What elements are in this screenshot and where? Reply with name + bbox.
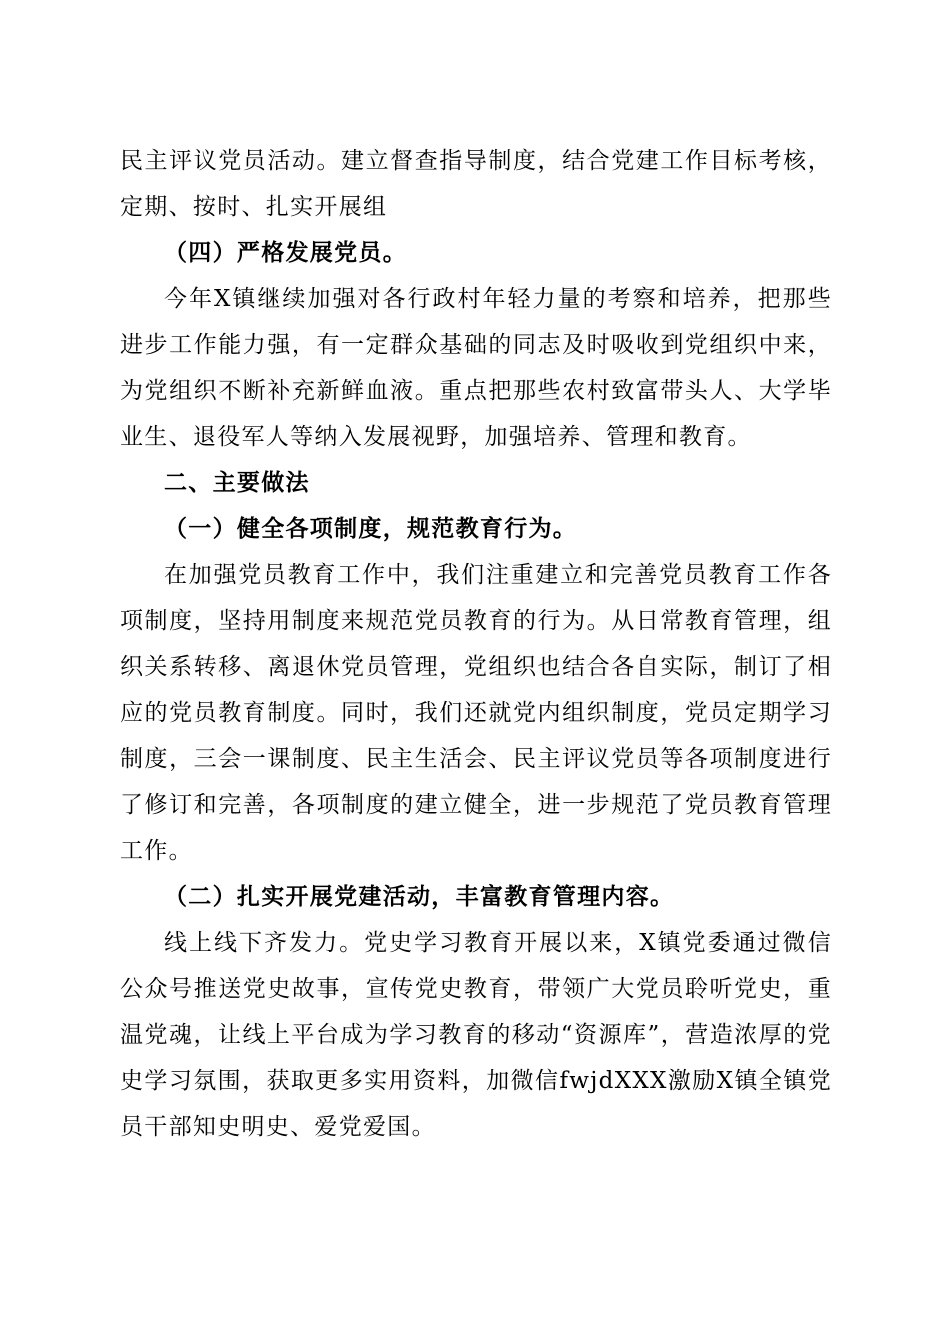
heading-party-activities: （二）扎实开展党建活动，丰富教育管理内容。: [164, 883, 675, 910]
heading-improve-systems: （一）健全各项制度，规范教育行为。: [164, 515, 578, 542]
document-page: [120, 138, 832, 1150]
continuation-paragraph: 民主评议党员活动。建立督查指导制度，结合党建工作目标考核，定期、按时、扎实开展组: [120, 148, 832, 220]
section-heading-main-practices: 二、主要做法: [164, 469, 310, 496]
paragraph-online-offline: 线上线下齐发力。党史学习教育开展以来，X镇党委通过微信公众号推送党史故事，宣传党史教育，带领广大党员聆听党史，重温党魂，让线上平台成为学习教育的移动“资源库”，营造浓厚的党史学习氛围，获取更多实用资料，加微信fwjdXXX激励X镇全镇党员干部知史明史、爱党爱国。: [120, 930, 832, 1140]
paragraph-member-development: 今年X镇继续加强对各行政村年轻力量的考察和培养，把那些进步工作能力强，有一定群众基础的同志及时吸收到党组织中来，为党组织不断补充新鲜血液。重点把那些农村致富带头人、大学毕业生、退役军人等纳入发展视野，加强培养、管理和教育。: [120, 286, 832, 450]
heading-strict-party-member-development: （四）严格发展党员。: [164, 239, 407, 266]
paragraph-systems: 在加强党员教育工作中，我们注重建立和完善党员教育工作各项制度，坚持用制度来规范党员教育的行为。从日常教育管理，组织关系转移、离退休党员管理，党组织也结合各自实际，制订了相应的党员教育制度。同时，我们还就党内组织制度，党员定期学习制度，三会一课制度、民主生活会、民主评议党员等各项制度进行了修订和完善，各项制度的建立健全，进一步规范了党员教育管理工作。: [120, 562, 832, 864]
